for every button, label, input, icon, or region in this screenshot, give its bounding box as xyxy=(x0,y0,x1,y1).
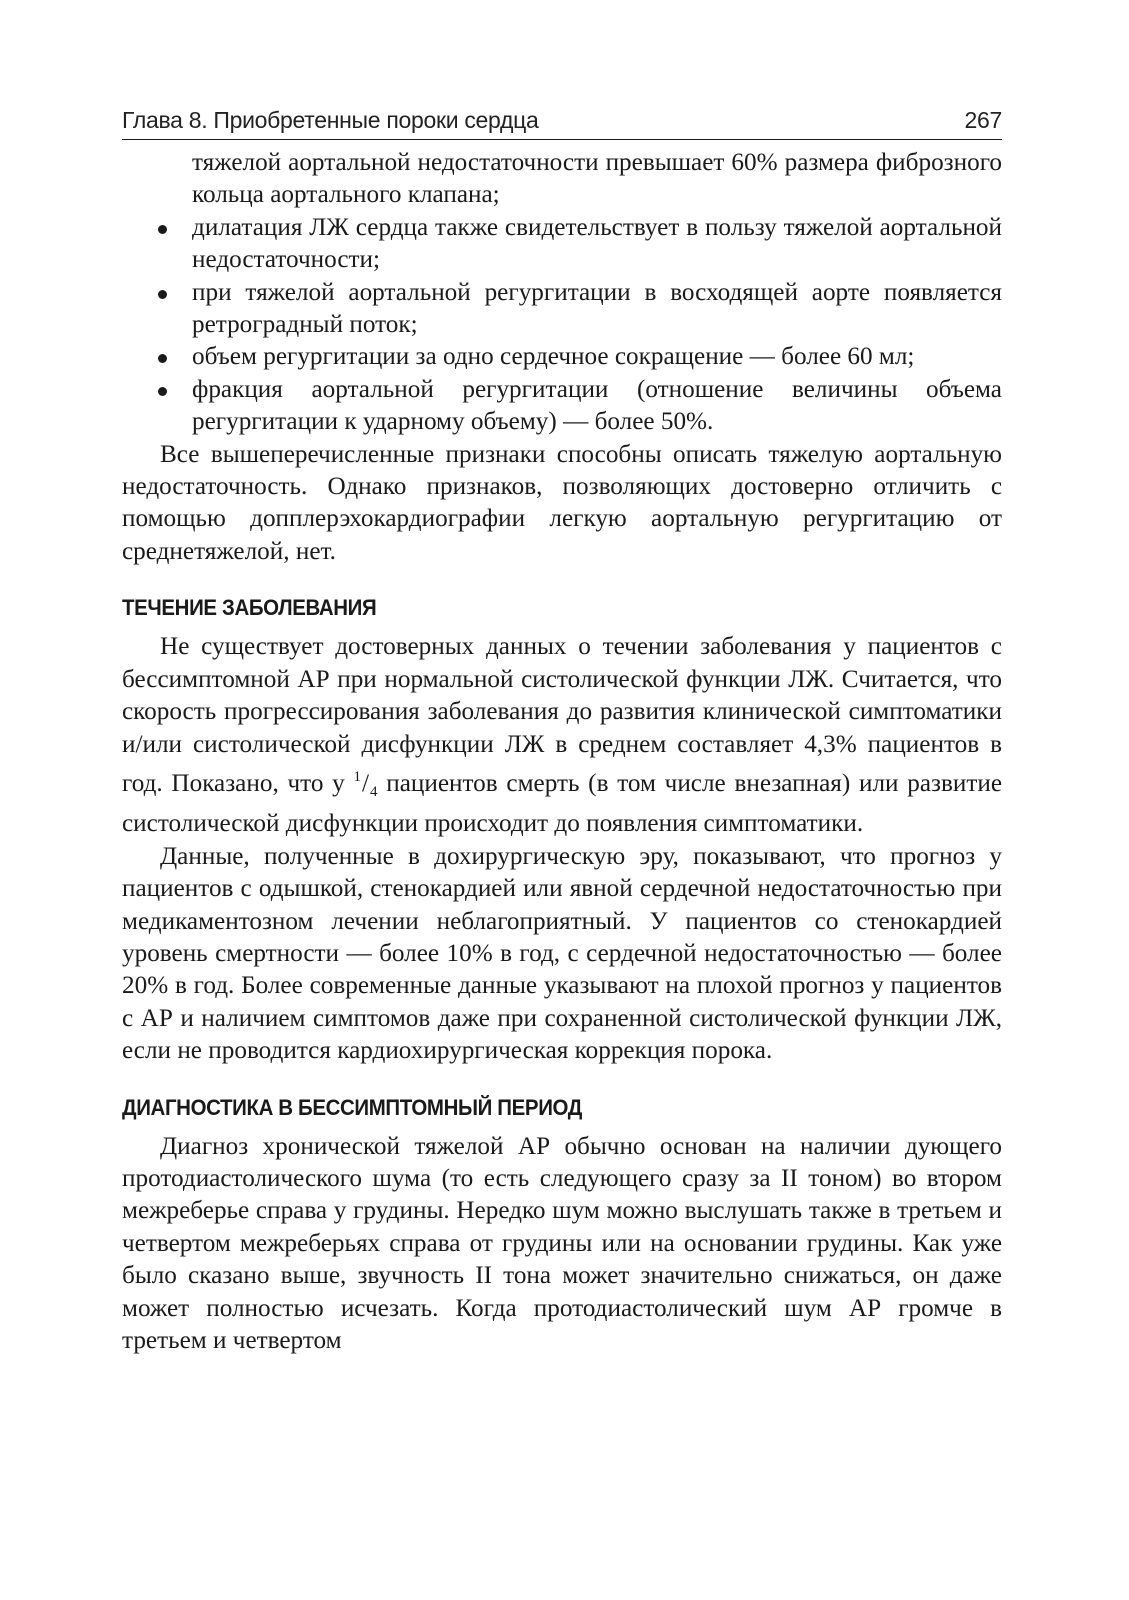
list-item xyxy=(122,212,1002,277)
summary-paragraph: Все вышеперечисленные признаки способны описать тяжелую аортальную недостаточность. Однако признаков, позволяющих достоверно отличить с помощью допплерэхокардиографии легкую аортальную регургитацию от среднетяжелой, нет. xyxy=(122,440,1002,565)
bullet-icon xyxy=(158,354,167,363)
paragraph: Диагноз хронической тяжелой АР обычно основан на наличии дующего протодиастолического шума (то есть следующего сразу за II тоном) во втором межреберье справа у грудины. Нередко шум можно выслушать также в третьем и четвертом межреберьях справа от грудины или на основании грудины. Как уже было сказано выше, звучность II тона может значительно снижаться, он даже может полностью исчезать. Когда протодиастолический шум АР громче в третьем и четвертом xyxy=(122,1132,1002,1354)
page-content xyxy=(122,147,1002,1357)
list-item xyxy=(122,341,1002,373)
bullet-list xyxy=(122,212,1002,439)
paragraph-text: пациентов смерть (в том числе внезапная) или развитие систолической дисфункции происходит до появления симптоматики. xyxy=(122,769,1002,838)
page-number: 267 xyxy=(964,107,1002,133)
paragraph-text: Не существует достоверных данных о течении заболевания у пациентов с бессимптомной АР при нормальной систолической функции ЛЖ. Считается, что скорость прогрессирования заболевания до развития клинической симптоматики и/или систолической дисфункции ЛЖ в среднем составляет 4,3% пациентов в год. Показано, что у xyxy=(122,633,1002,797)
list-item-text: при тяжелой аортальной регургитации в восходящей аорте появляется ретроградный поток; xyxy=(192,278,1002,339)
list-item-text: объем регургитации за одно сердечное сокращение — более 60 мл; xyxy=(192,343,915,371)
fraction: $^1/_4$ xyxy=(353,768,378,800)
bullet-icon xyxy=(158,387,167,396)
book-page xyxy=(122,106,1002,1357)
chapter-title: Глава 8. Приобретенные пороки сердца xyxy=(122,107,539,133)
bullet-icon xyxy=(158,290,167,299)
running-head xyxy=(122,106,1002,140)
bullet-icon xyxy=(158,225,167,234)
list-item xyxy=(122,374,1002,439)
list-item-text: дилатация ЛЖ сердца также свидетельствует в пользу тяжелой аортальной недостаточности; xyxy=(192,213,1002,274)
paragraph xyxy=(122,631,1002,840)
fraction-numerator: 1 xyxy=(353,768,361,785)
fraction-denominator: 4 xyxy=(369,783,378,800)
list-item-text: фракция аортальной регургитации (отношение величины объема регургитации к ударному объему) — более 50%. xyxy=(192,375,1002,436)
list-item xyxy=(122,277,1002,342)
paragraph: Данные, полученные в дохирургическую эру, показывают, что прогноз у пациентов с одышкой, стенокардией или явной сердечной недостаточностью при медикаментозном лечении неблагоприятный. У пациентов со стенокардией уровень смертности — более 10% в год, с сердечной недостаточностью — более 20% в год. Более современные данные указывают на плохой прогноз у пациентов с АР и наличием симптомов даже при сохраненной систолической функции ЛЖ, если не проводится кардиохирургическая коррекция порока. xyxy=(122,842,1002,1065)
section-heading-course: ТЕЧЕНИЕ ЗАБОЛЕВАНИЯ xyxy=(122,595,377,621)
section-heading-diagnostics: ДИАГНОСТИКА В БЕССИМПТОМНЫЙ ПЕРИОД xyxy=(122,1094,583,1120)
continuation-text: тяжелой аортальной недостаточности превышает 60% размера фиброзного кольца аортального клапана; xyxy=(192,149,1002,209)
